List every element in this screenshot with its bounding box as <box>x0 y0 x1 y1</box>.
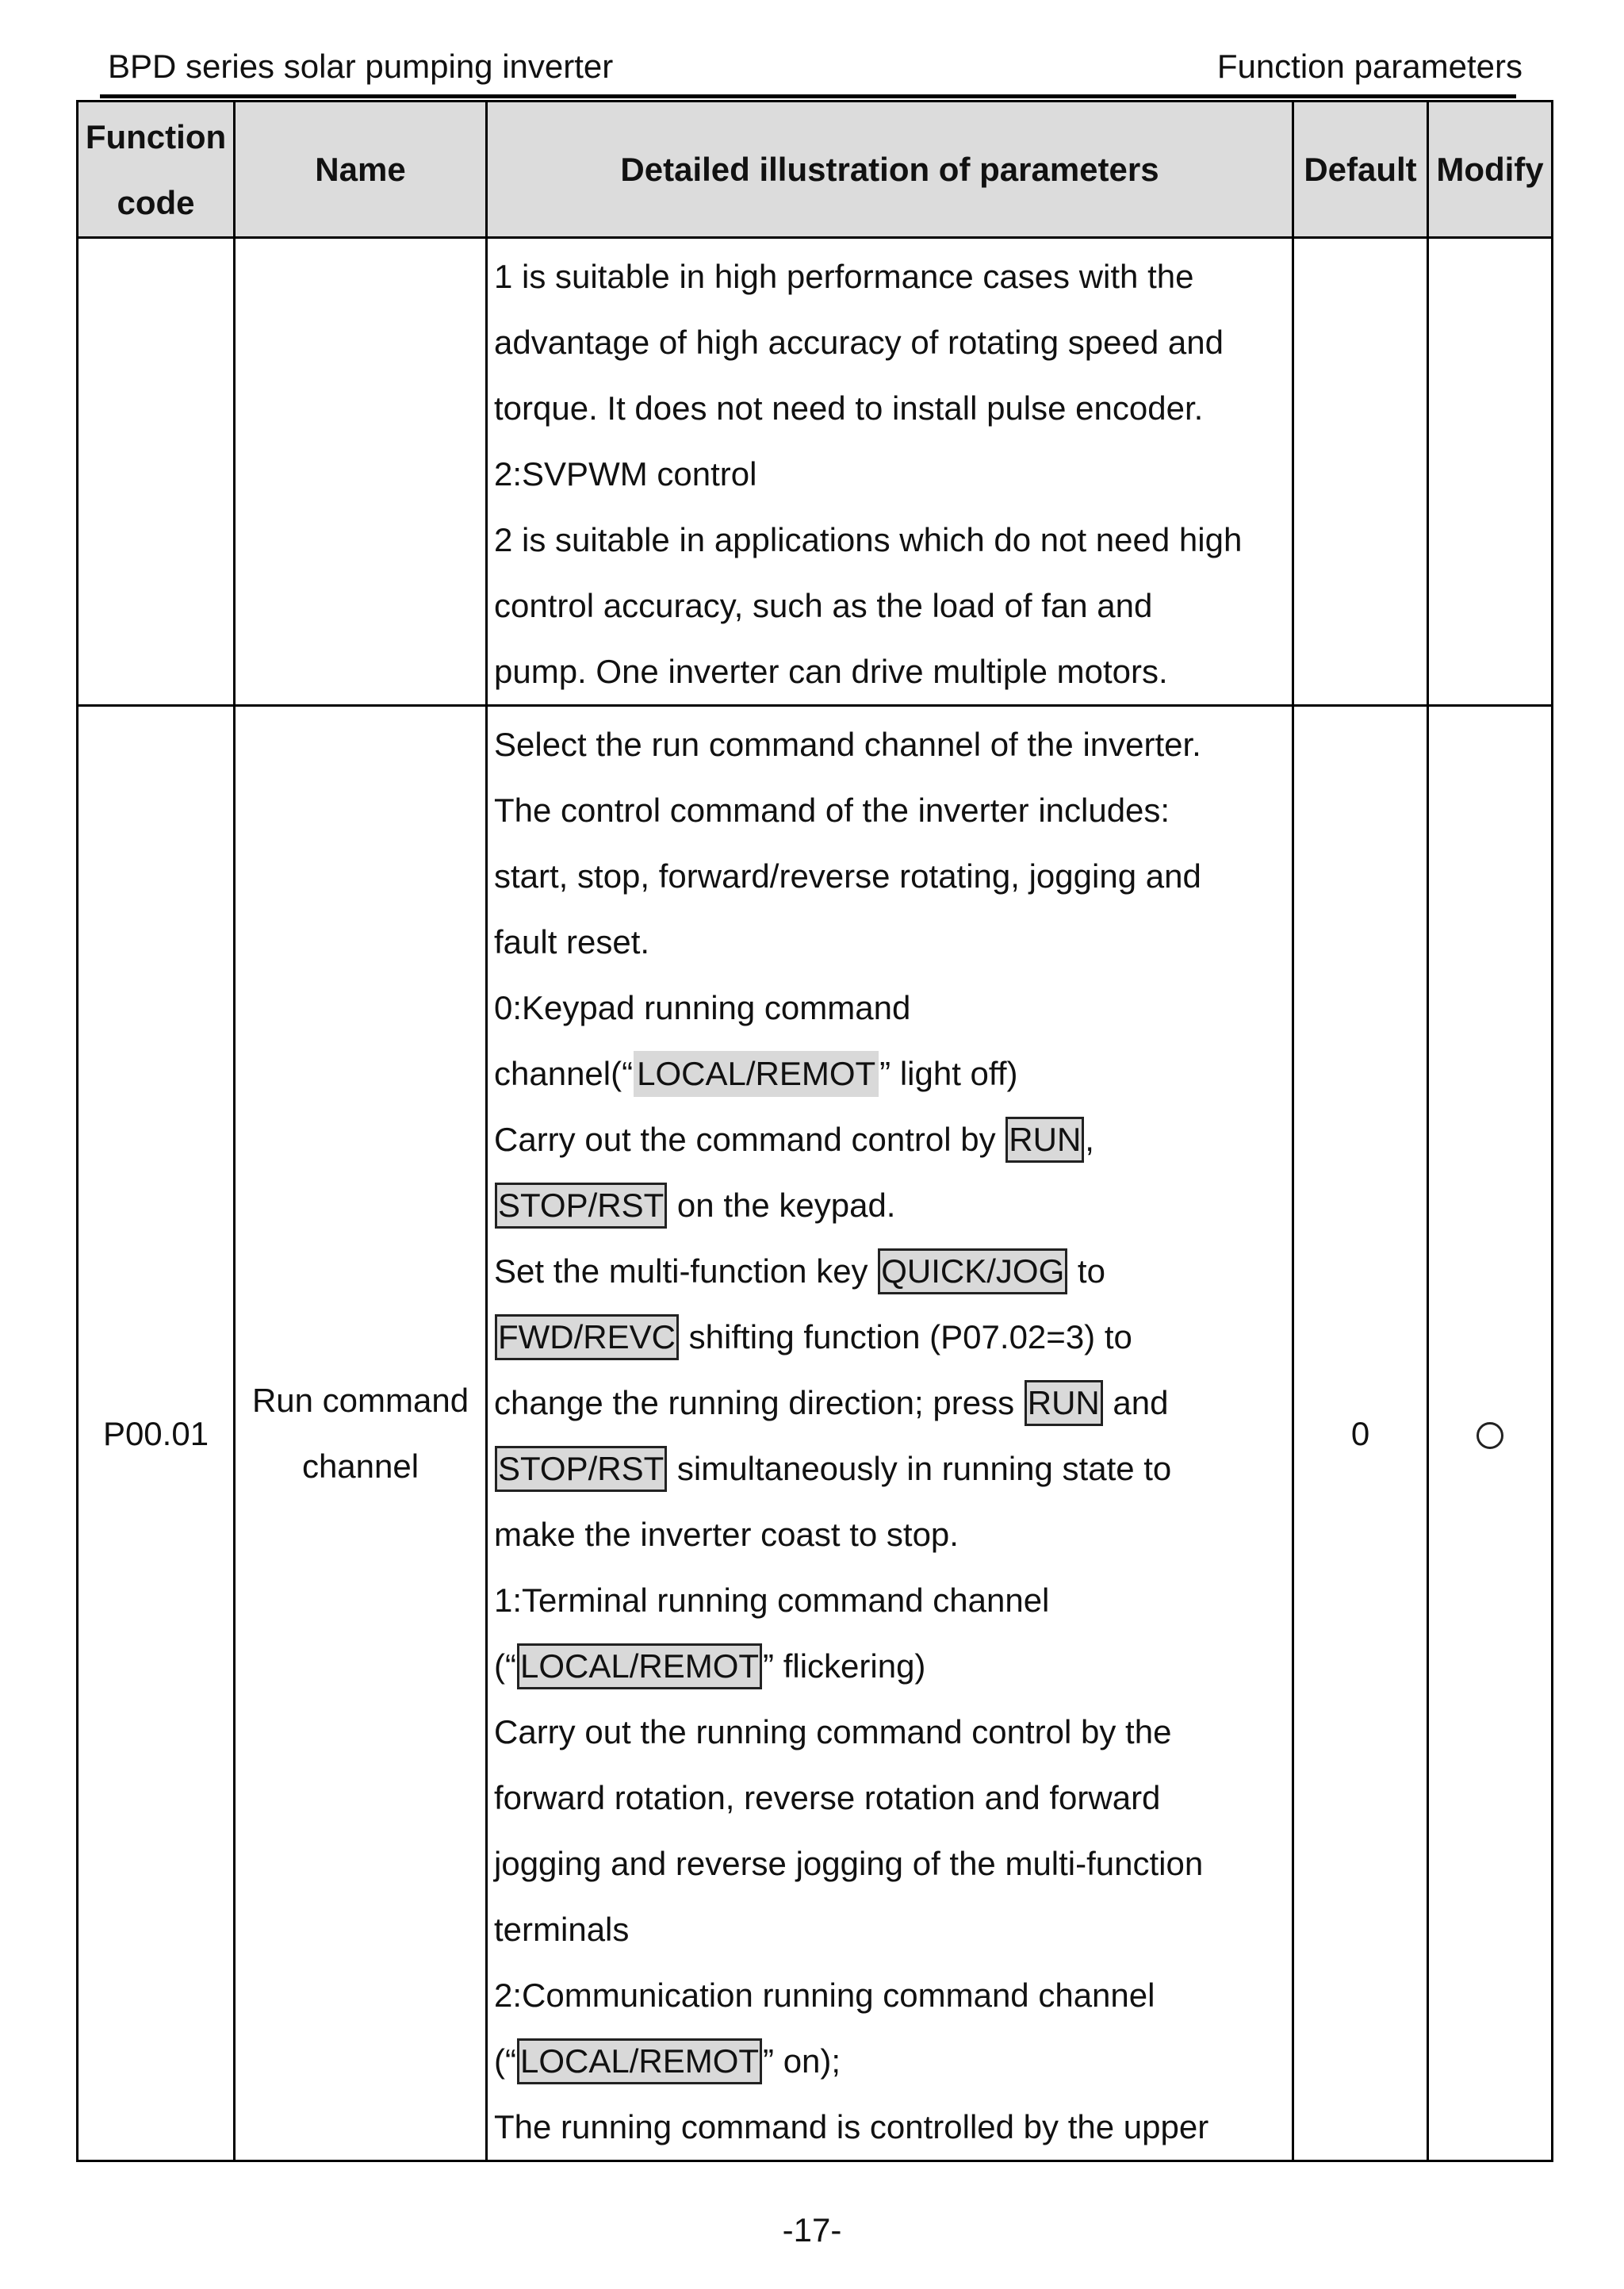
detail-line <box>494 2028 1292 2094</box>
detail-line: The running command is controlled by the upper <box>494 2108 1209 2145</box>
detail-line <box>494 1436 1292 1501</box>
key-label-local-remot: LOCAL/REMOT <box>634 1051 879 1097</box>
text-run: change the running direction; press <box>494 1384 1024 1421</box>
detail-line <box>494 1041 1292 1106</box>
text-run: channel(“ <box>494 1055 634 1092</box>
name-cell <box>235 706 487 2161</box>
detail-line: 2 is suitable in applications which do not need high <box>494 521 1243 558</box>
detail-line: terminals <box>494 1911 630 1948</box>
detail-line: pump. One inverter can drive multiple motors. <box>494 653 1168 690</box>
table-row <box>78 706 1553 2161</box>
detail-line: make the inverter coast to stop. <box>494 1516 959 1553</box>
detail-line: 0:Keypad running command <box>494 989 911 1026</box>
default-cell <box>1293 238 1428 706</box>
key-label-quick-jog: QUICK/JOG <box>878 1248 1067 1294</box>
table-header-row <box>78 102 1553 238</box>
function-code-cell: P00.01 <box>78 706 235 2161</box>
detail-line: 2:SVPWM control <box>494 455 757 493</box>
header-rule <box>100 94 1516 98</box>
key-label-fwd-revc: FWD/REVC <box>495 1314 679 1360</box>
detail-line <box>494 1238 1292 1304</box>
column-header-default: Default <box>1293 102 1428 238</box>
column-header-function-code-line2: code <box>117 183 195 221</box>
text-run: on the keypad. <box>668 1187 896 1224</box>
modify-cell <box>1428 706 1553 2161</box>
column-header-function-code <box>78 102 235 238</box>
column-header-name: Name <box>235 102 487 238</box>
column-header-detail: Detailed illustration of parameters <box>487 102 1293 238</box>
key-label-local-remot: LOCAL/REMOT <box>517 1643 762 1689</box>
detail-line: 1 is suitable in high performance cases with the <box>494 258 1194 295</box>
detail-line: Carry out the running command control by the <box>494 1713 1172 1750</box>
text-run: and <box>1103 1384 1169 1421</box>
text-run: ” light off) <box>879 1055 1018 1092</box>
detail-line: 1:Terminal running command channel <box>494 1582 1050 1619</box>
key-label-stop-rst: STOP/RST <box>495 1183 667 1229</box>
detail-line: The control command of the inverter includes: <box>494 792 1170 829</box>
text-run: Set the multi-function key <box>494 1252 878 1290</box>
running-header-section: Function parameters <box>1216 48 1522 85</box>
detail-line <box>494 1106 1292 1172</box>
name-line1: Run command <box>251 1382 469 1419</box>
default-cell: 0 <box>1293 706 1428 2161</box>
detail-line: forward rotation, reverse rotation and forward <box>494 1779 1161 1816</box>
detail-line: advantage of high accuracy of rotating speed and <box>494 324 1224 361</box>
detail-cell <box>487 706 1293 2161</box>
text-run: , <box>1085 1121 1094 1158</box>
key-label-run: RUN <box>1005 1117 1084 1163</box>
text-run: ” flickering) <box>763 1647 926 1685</box>
detail-cell <box>487 238 1293 706</box>
function-code-cell <box>78 238 235 706</box>
text-run: (“ <box>494 2042 516 2080</box>
text-run: simultaneously in running state to <box>668 1450 1172 1487</box>
key-label-stop-rst: STOP/RST <box>495 1446 667 1492</box>
text-run: shifting function (P07.02=3) to <box>680 1318 1132 1355</box>
column-header-function-code-line1: Function <box>85 117 227 155</box>
detail-line <box>494 1304 1292 1370</box>
key-label-local-remot: LOCAL/REMOT <box>517 2038 762 2084</box>
detail-line: control accuracy, such as the load of fan and <box>494 587 1153 624</box>
page-number: -17- <box>782 2211 842 2249</box>
function-parameters-table <box>76 100 1553 2162</box>
detail-line: jogging and reverse jogging of the multi-function <box>494 1845 1204 1882</box>
detail-line: 2:Communication running command channel <box>494 1977 1155 2014</box>
detail-line <box>494 1633 1292 1699</box>
detail-line: Select the run command channel of the inverter. <box>494 726 1201 763</box>
detail-line: start, stop, forward/reverse rotating, jogging and <box>494 857 1201 895</box>
table-row <box>78 238 1553 706</box>
open-circle-icon <box>1477 1422 1503 1449</box>
text-run: ” on); <box>763 2042 841 2080</box>
column-header-modify: Modify <box>1428 102 1553 238</box>
modify-cell <box>1428 238 1553 706</box>
key-label-run: RUN <box>1025 1380 1103 1426</box>
detail-line <box>494 1172 1292 1238</box>
text-run: Carry out the command control by <box>494 1121 1005 1158</box>
text-run: (“ <box>494 1647 516 1685</box>
name-line2: channel <box>301 1447 419 1485</box>
text-run: to <box>1068 1252 1105 1290</box>
running-header-title: BPD series solar pumping inverter <box>108 48 614 85</box>
detail-line: fault reset. <box>494 923 650 960</box>
name-cell <box>235 238 487 706</box>
detail-line: torque. It does not need to install pulse encoder. <box>494 389 1204 427</box>
detail-line <box>494 1370 1292 1436</box>
